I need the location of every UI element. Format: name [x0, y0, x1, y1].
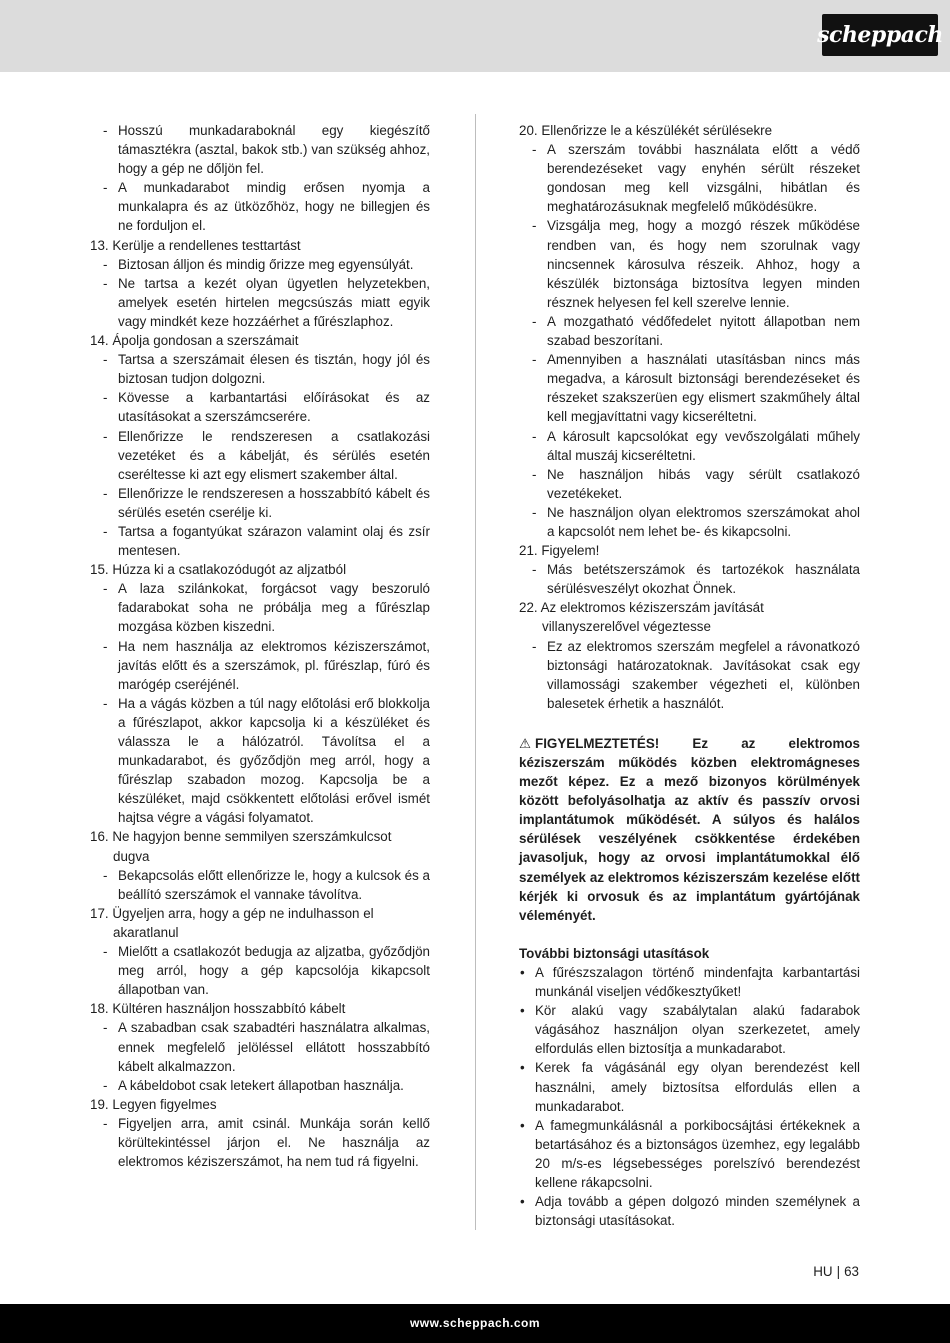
bullet-list-item [519, 1058, 860, 1115]
numbered-heading: 19. Legyen figyelmes [90, 1096, 217, 1112]
list-item-text: Biztosan álljon és mindig őrizze meg egyensúlyát. [118, 256, 414, 272]
list-item-text: Tartsa a szerszámait élesen és tisztán, hogy jól és biztosan tudjon dolgozni. [118, 352, 430, 387]
dash-marker: - [532, 504, 537, 520]
dash-list-item [90, 121, 430, 178]
list-item-text: Amennyiben a használati utasításban nincs más megadva, a károsult biztonsági berendezéseket és részeket szakszerüen egy elismert szakműhely által kell megjavíttatni vagy kicseréltetni. [547, 352, 860, 425]
dash-list-item [90, 1114, 430, 1171]
list-item-text: A szabadban csak szabadtéri használatra alkalmas, ennek megfelelő jelöléssel ellátott hosszabbító kábelt alkalmazzon. [118, 1020, 430, 1074]
bullet-list-item [519, 1116, 860, 1192]
bullet-marker: • [520, 1117, 525, 1133]
list-item-text: A famegmunkálásnál a porkibocsájtási értékeknek a betartásához és a biztonságos üzemhez, egy legalább 20 m/s-es légsebességes porelszívó berendezést kellene rákapcsolni. [535, 1117, 860, 1190]
dash-list-item [519, 465, 860, 503]
list-item-text: Ne tartsa a kezét olyan ügyetlen helyzetekben, amelyek esetén hirtelen megcsúszás miatt egyik vagy mindkét keze hozzáérhet a fűrészlaphoz. [118, 275, 430, 329]
emf-warning [519, 734, 860, 925]
right-column [519, 121, 860, 1230]
dash-marker: - [103, 352, 108, 368]
dash-marker: - [532, 638, 537, 654]
list-item-text: Kerek fa vágásánál egy olyan berendezést kell használni, amely biztosítsa elfordulás ellen a munkadarabot. [535, 1060, 860, 1114]
list-item-text: Bekapcsolás előtt ellenőrizze le, hogy a kulcsok és a beállító szerszámok el vannake távolítva. [118, 867, 430, 902]
footer-url[interactable]: www.scheppach.com [409, 1316, 541, 1330]
numbered-heading: 22. Az elektromos kéziszerszám javítását villanyszerelővel végeztesse [519, 600, 764, 635]
dash-list-item [519, 350, 860, 426]
list-item-text: Adja tovább a gépen dolgozó minden személynek a biztonsági utasításokat. [535, 1194, 860, 1229]
list-item-text: Vizsgálja meg, hogy a mozgó részek működése rendben van, és hogy nem szorulnak vagy nincsennek károsulva részeik. Ahhoz, hogy a készülék biztonsága biztosítva legyen minden résznek helyesen fel kell szerelve lennie. [547, 218, 860, 310]
additional-safety-list [519, 963, 860, 1230]
list-item-text: Ez az elektromos szerszám megfelel a rávonatkozó biztonsági határozatoknak. Javításokat csak egy villamossági szakember végezheti el, különben balesetek érhetik a használót. [547, 638, 860, 711]
dash-marker: - [532, 428, 537, 444]
dash-marker: - [103, 581, 108, 597]
dash-marker: - [532, 352, 537, 368]
dash-marker: - [103, 1115, 108, 1131]
dash-marker: - [532, 218, 537, 234]
list-item-text: A munkadarabot mindig erősen nyomja a munkalapra és az ütközőhöz, hogy ne billegjen és ne forduljon el. [118, 180, 430, 234]
list-item-text: A szerszám további használata előtt a védő berendezéseket vagy enyhén sérült részeket gondosan meg kell vizsgálni, hibátlan és meghatározásuknak megfelelő működésükre. [547, 142, 860, 215]
list-item-text: A laza szilánkokat, forgácsot vagy beszoruló fadarabokat soha ne próbálja meg a fűrészlap mozgása közben kiszedni. [118, 581, 430, 635]
dash-marker: - [103, 275, 108, 291]
dash-list-item [90, 350, 430, 388]
numbered-heading: 21. Figyelem! [519, 543, 600, 559]
dash-marker: - [103, 256, 108, 272]
dash-list-item [90, 579, 430, 636]
dash-list-item [90, 388, 430, 426]
dash-marker: - [103, 944, 108, 960]
column-divider [475, 114, 476, 1230]
warning-icon: ⚠ [519, 735, 532, 751]
bullet-list-item [519, 1192, 860, 1230]
dash-marker: - [103, 180, 108, 196]
language-code: HU [813, 1264, 833, 1279]
dash-list-item [90, 866, 430, 904]
numbered-heading: 20. Ellenőrizze le a készülékét sérülésekre [519, 123, 773, 138]
page-number [813, 1264, 859, 1279]
bullet-marker: • [520, 1003, 525, 1019]
bullet-marker: • [520, 1194, 525, 1210]
dash-marker: - [103, 390, 108, 406]
list-item-text: Kör alakú vagy szabálytalan alakú fadarabok vágásához használjon olyan szerkezetet, amely elfordulás ellen biztosítja a munkadarabot. [535, 1003, 860, 1057]
list-item-text: A mozgatható védőfedelet nyitott állapotban nem szabad beszorítani. [547, 313, 860, 349]
warning-text: FIGYELMEZTETÉS! Ez az elektromos kéziszerszám működés közben elektromágneses mezőt képez. Ez a mező bizonyos körülmények között befolyásolhatja az aktív és passzív orvosi implantátumok működését. A súlyos és halálos sérülések veszélyének csökkentése érdekében javasoljuk, hogy az orvosi implantátumokkal élő személyek az elektromos kéziszerszám kezelése előtt kérjék ki orvosuk és az implantátum gyártójának véleményét. [519, 735, 860, 923]
list-item-text: A károsult kapcsolókat egy vevőszolgálati műhely által muszáj kicseréltetni. [547, 428, 860, 463]
list-item-text: Hosszú munkadaraboknál egy kiegészítő támasztékra (asztal, bakok stb.) van szükség ahhoz, hogy a gép ne dőljön fel. [118, 123, 430, 177]
dash-list-item [90, 942, 430, 999]
dash-list-item [519, 637, 860, 713]
dash-list-item [90, 427, 430, 484]
list-item-text: Ellenőrizze le rendszeresen a hosszabbító kábelt és sérülés esetén cserélje ki. [118, 485, 430, 520]
dash-marker: - [103, 638, 108, 654]
dash-list-item [90, 255, 430, 274]
left-column [90, 121, 430, 1171]
dash-list-item [90, 274, 430, 331]
dash-list-item [519, 312, 860, 350]
numbered-heading: 15. Húzza ki a csatlakozódugót az aljzatból [90, 562, 347, 578]
page-separator: | [836, 1264, 841, 1279]
scheppach-logo: scheppach [822, 14, 938, 56]
dash-list-item [90, 484, 430, 522]
list-item-text: A fűrészszalagon történő mindenfajta karbantartási munkánál viseljen védőkesztyűket! [535, 964, 860, 1000]
dash-list-item [90, 637, 430, 694]
list-item-text: Ha nem használja az elektromos kéziszerszámot, javítás előtt és a szerszámok, pl. fűrészlap, fúró és marógép cseréjénél. [118, 638, 430, 692]
dash-list-item [519, 427, 860, 465]
dash-list-item [519, 560, 860, 598]
dash-marker: - [103, 695, 108, 711]
numbered-heading: 13. Kerülje a rendellenes testtartást [90, 237, 301, 253]
page-number-value: 63 [844, 1264, 859, 1279]
right-column-list [519, 121, 860, 713]
list-item-text: Ha a vágás közben a túl nagy előtolási erő blokkolja a fűrészlapot, akkor kapcsolja ki a készüléket és válassza le a hálózatról. Távolítsa el a munkadarabot, és győződjön meg arról, hogy a fűrészlap szabadon mozog. Kapcsolja be a készüléket, majd csökkentett előtolási erővel ismét hajtsa végre a vágási folyamatot. [118, 695, 430, 826]
list-item-text: Ne használjon hibás vagy sérült csatlakozó vezetékeket. [547, 466, 860, 501]
dash-marker: - [532, 562, 537, 578]
additional-safety-heading: További biztonsági utasítások [519, 945, 710, 961]
numbered-heading: 18. Kültéren használjon hosszabbító kábelt [90, 1001, 346, 1017]
list-item-text: A kábeldobot csak letekert állapotban használja. [118, 1077, 404, 1093]
dash-marker: - [103, 123, 108, 138]
dash-marker: - [103, 1077, 108, 1093]
dash-list-item [519, 216, 860, 311]
dash-list-item [90, 694, 430, 828]
header-bar [0, 0, 950, 72]
list-item-text: Más betétszerszámok és tartozékok használata sérülésveszélyt okozhat Önnek. [547, 562, 860, 597]
dash-list-item [90, 522, 430, 560]
dash-marker: - [103, 428, 108, 444]
dash-list-item [519, 140, 860, 216]
list-item-text: Mielőtt a csatlakozót bedugja az aljzatba, győződjön meg arról, hogy a gép kapcsolója kikapcsolt állapotban van. [118, 944, 430, 998]
list-item-text: Kövesse a karbantartási előírásokat és az utasításokat a szerszámcserére. [118, 390, 430, 425]
list-item-text: Tartsa a fogantyúkat szárazon valamint olaj és zsír mentesen. [118, 523, 430, 559]
dash-list-item [90, 1076, 430, 1095]
dash-marker: - [103, 1020, 108, 1036]
dash-marker: - [532, 142, 537, 158]
dash-list-item [519, 503, 860, 541]
list-item-text: Figyeljen arra, amit csinál. Munkája során kellő körültekintéssel járjon el. Ne használja az elektromos kéziszerszámot, ha nem tud rá figyelni. [118, 1115, 430, 1170]
bullet-marker: • [520, 964, 525, 980]
dash-marker: - [103, 523, 108, 539]
bullet-list-item [519, 963, 860, 1001]
bullet-list-item [519, 1001, 860, 1058]
numbered-heading: 14. Ápolja gondosan a szerszámait [90, 333, 299, 349]
numbered-heading: 16. Ne hagyjon benne semmilyen szerszámkulcsot dugva [90, 829, 392, 864]
dash-list-item [90, 1018, 430, 1075]
dash-marker: - [532, 466, 537, 482]
bullet-marker: • [520, 1060, 525, 1076]
dash-marker: - [103, 485, 108, 501]
numbered-heading: 17. Ügyeljen arra, hogy a gép ne indulhasson el akaratlanul [90, 905, 374, 940]
list-item-text: Ellenőrizze le rendszeresen a csatlakozási vezetéket és a kábelját, és sérülés esetén cseréltesse ki azt egy elismert szakember által. [118, 428, 430, 482]
dash-list-item [90, 178, 430, 235]
list-item-text: Ne használjon olyan elektromos szerszámokat ahol a kapcsolót nem lehet be- és kikapcsolni. [547, 504, 860, 539]
dash-marker: - [532, 313, 537, 329]
dash-marker: - [103, 867, 108, 883]
